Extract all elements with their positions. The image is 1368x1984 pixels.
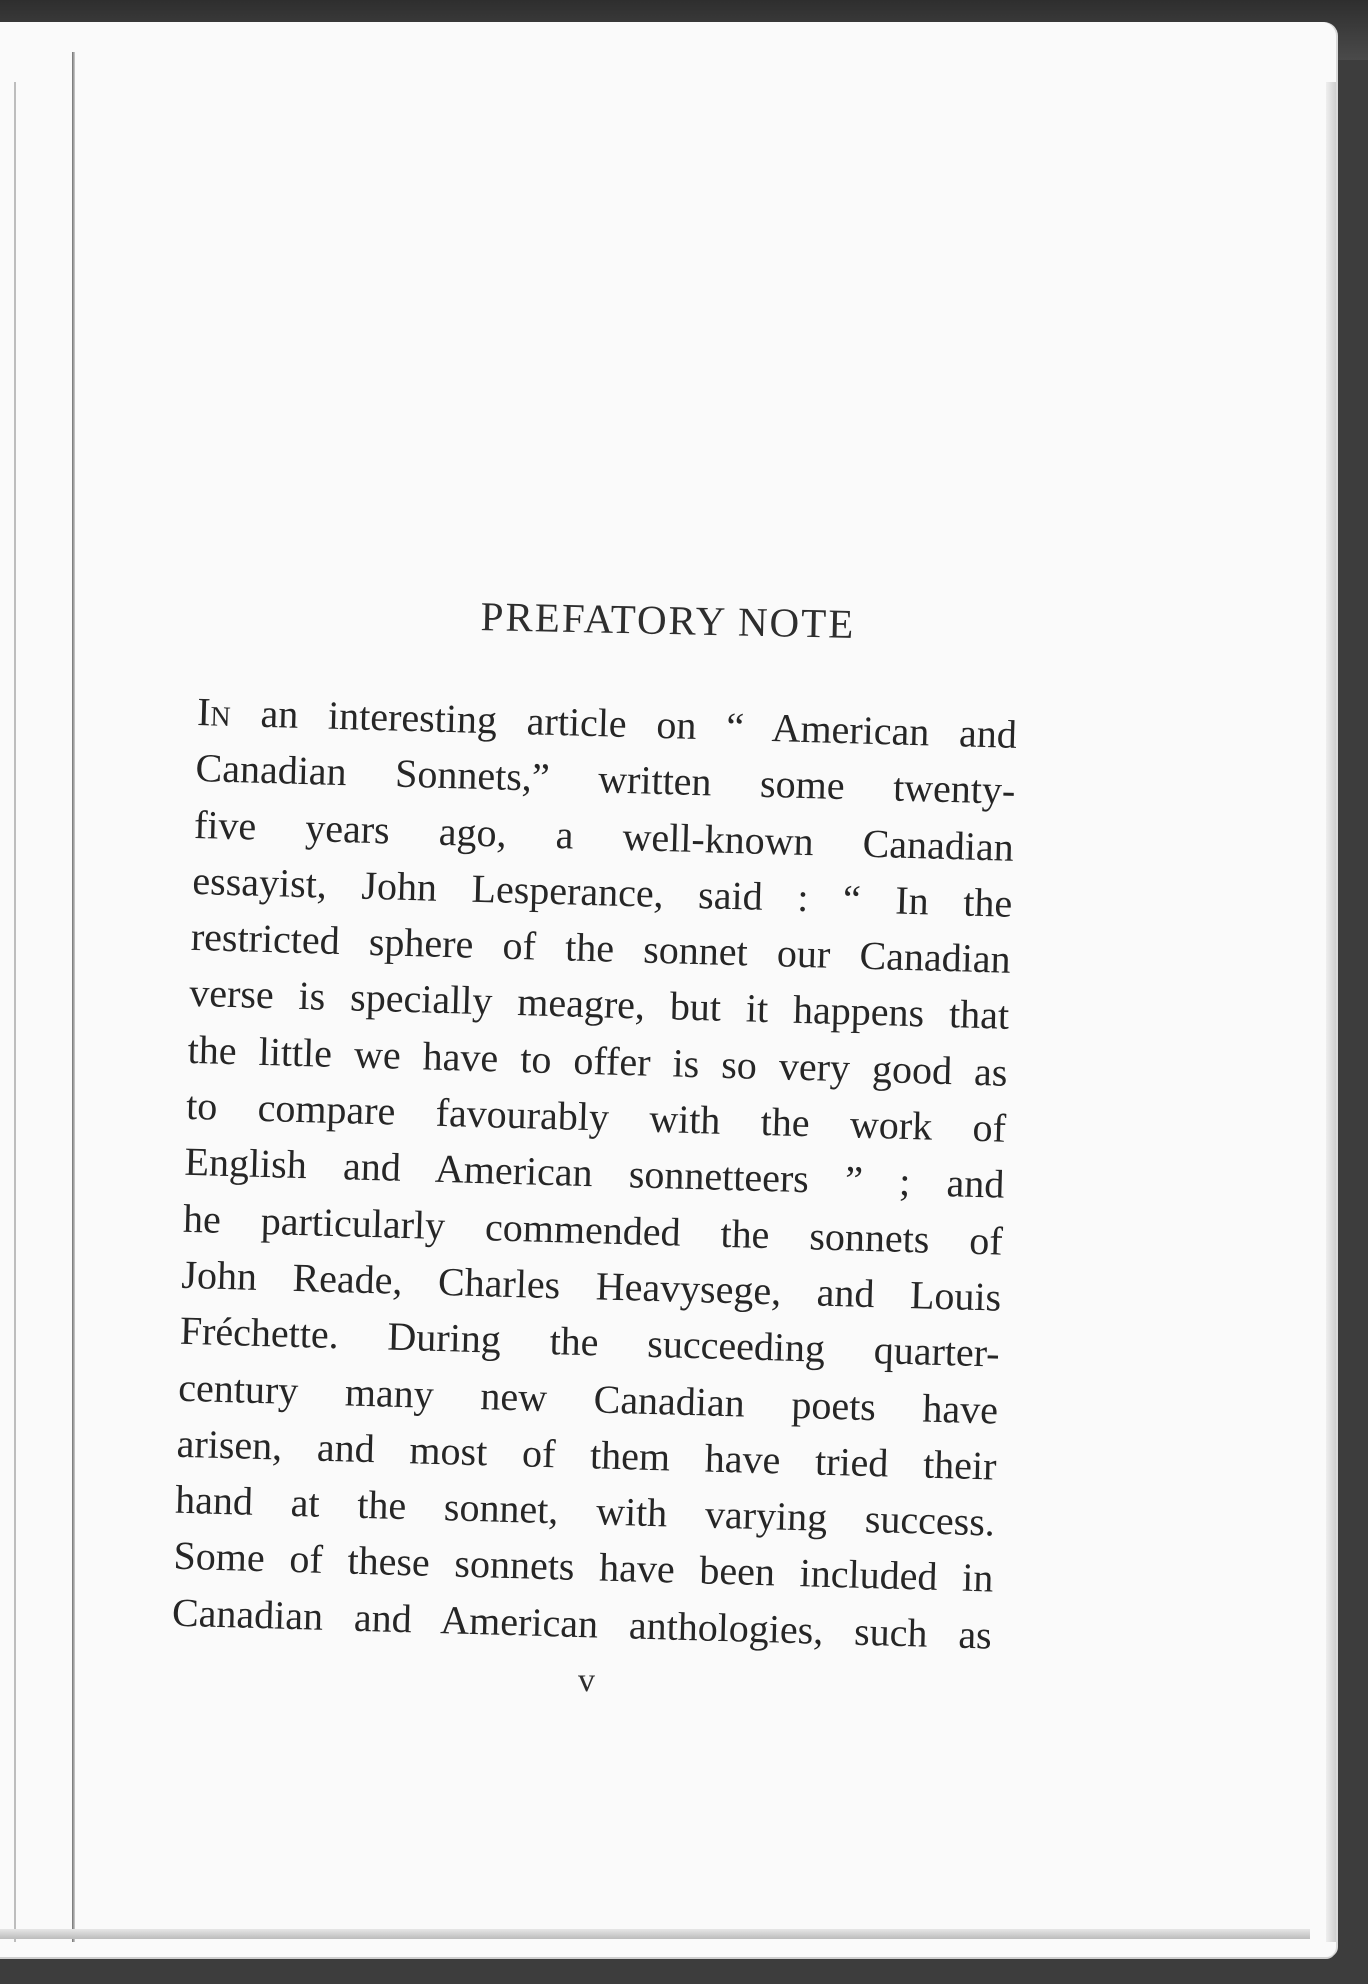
- text-line: essayist, John Lesperance, said : “ In the: [191, 857, 1013, 926]
- page-number: v: [578, 1662, 595, 1699]
- text-line: Fréchette. During the succeeding quarter-: [179, 1308, 1001, 1376]
- text-line: Canadian and American anthologies, such as: [171, 1589, 993, 1658]
- text-line: arisen, and most of them have tried their: [176, 1420, 998, 1489]
- text-line: hand at the sonnet, with varying success.: [174, 1476, 996, 1545]
- page-gutter: [72, 52, 75, 1942]
- text-line: century many new Canadian poets have: [177, 1364, 999, 1433]
- text-line: John Reade, Charles Heavysege, and Louis: [180, 1251, 1002, 1320]
- text-line: English and American sonnetteers ” ; and: [184, 1139, 1005, 1208]
- text-line: verse is specially meagre, but it happens that: [188, 970, 1010, 1039]
- body-paragraph: [171, 684, 1017, 1664]
- text-line: five years ago, a well-known Canadian: [193, 801, 1015, 870]
- book-page: [0, 22, 1336, 1957]
- page-title: PREFATORY NOTE: [480, 593, 856, 647]
- text-line: he particularly commended the sonnets of: [182, 1195, 1004, 1264]
- page-left-edge: [14, 82, 16, 1942]
- page-right-edge: [1326, 82, 1336, 1942]
- text-line: Some of these sonnets have been included in: [173, 1533, 994, 1602]
- page-bottom-edge: [0, 1929, 1310, 1939]
- text-line: Canadian Sonnets,” written some twenty-: [195, 745, 1016, 814]
- text-line: the little we have to offer is so very good as: [187, 1026, 1009, 1095]
- drop-cap-word: In: [196, 688, 232, 735]
- text-line: to compare favourably with the work of: [185, 1082, 1007, 1151]
- text-line-content: an interesting article on “ American and: [230, 689, 1018, 757]
- text-line: restricted sphere of the sonnet our Canadian: [190, 914, 1012, 982]
